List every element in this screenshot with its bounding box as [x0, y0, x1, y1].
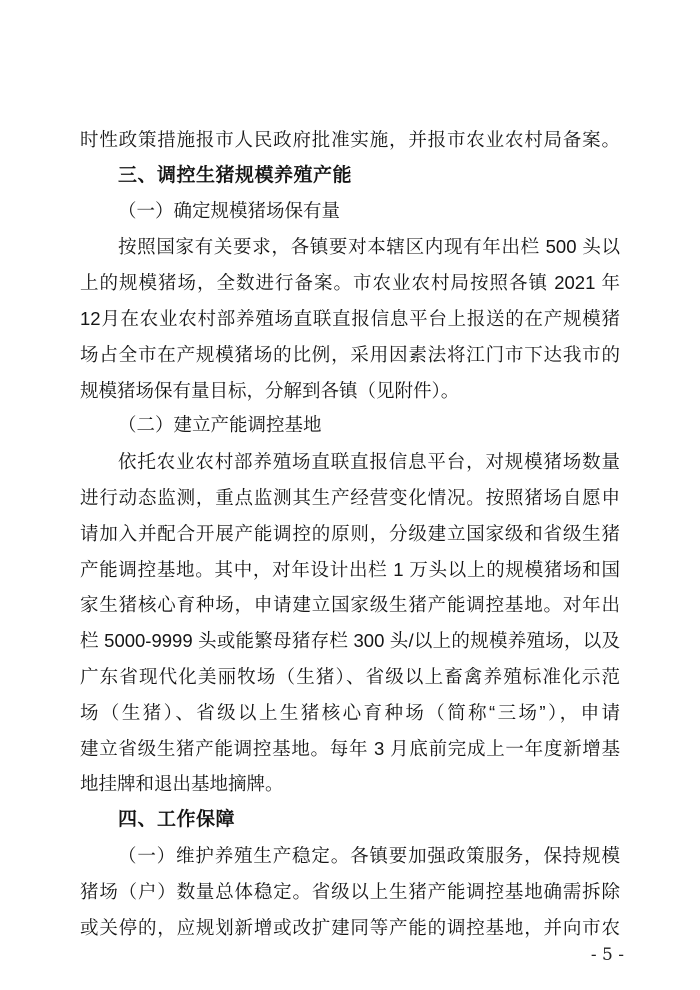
- body-text-line: 猪场（户）数量总体稳定。省级以上生猪产能调控基地确需拆除: [80, 880, 620, 902]
- body-text-line: 场（生猪）、省级以上生猪核心育种场（简称“三场”），申请: [80, 701, 620, 723]
- body-text-line: [80, 838, 620, 874]
- body-text-line: 地挂牌和退出基地摘牌。: [80, 773, 284, 795]
- body-text-line: 广东省现代化美丽牧场（生猪）、省级以上畜禽养殖标准化示范: [80, 665, 620, 687]
- body-text-line: 建立省级生猪产能调控基地。每年 3 月底前完成上一年度新增基: [80, 737, 620, 759]
- body-text-line: 按照国家有关要求，各镇要对本辖区内现有年出栏 500 头以: [118, 236, 620, 258]
- section-heading: 三、调控生猪规模养殖产能: [118, 163, 353, 186]
- body-text-line: 栏 5000-9999 头或能繁母猪存栏 300 头/以上的规模养殖场，以及: [80, 630, 620, 652]
- paragraph-lead-heading: （一）维护养殖生产稳定。: [118, 845, 351, 867]
- body-text-line: 12月在农业农村部养殖场直联直报信息平台上报送的在产规模猪: [80, 307, 620, 329]
- body-text-line: 产能调控基地。其中，对年设计出栏 1 万头以上的规模猪场和国: [80, 558, 620, 580]
- body-text-line: 依托农业农村部养殖场直联直报信息平台，对规模猪场数量: [118, 451, 620, 473]
- body-text-line: 时性政策措施报市人民政府批准实施，并报市农业农村局备案。: [80, 129, 620, 150]
- page-number: - 5 -: [590, 945, 624, 965]
- subsection-heading: （二）建立产能调控基地: [118, 415, 322, 437]
- body-text-line: 上的规模猪场，全数进行备案。市农业农村局按照各镇 2021 年: [80, 272, 620, 294]
- body-text-line: 或关停的，应规划新增或改扩建同等产能的调控基地，并向市农: [80, 916, 620, 938]
- body-text-span: 各镇要加强政策服务，保持规模: [350, 844, 620, 866]
- subsection-heading: （一）确定规模猪场保有量: [118, 200, 341, 222]
- body-text-line: 请加入并配合开展产能调控的原则，分级建立国家级和省级生猪: [80, 522, 620, 544]
- body-text-line: 家生猪核心育种场，申请建立国家级生猪产能调控基地。对年出: [80, 594, 620, 616]
- body-text-line: 规模猪场保有量目标，分解到各镇（见附件）。: [80, 379, 460, 401]
- section-heading: 四、工作保障: [118, 808, 236, 831]
- document-body: [80, 122, 620, 945]
- body-text-line: 场占全市在产规模猪场的比例，采用因素法将江门市下达我市的: [80, 343, 620, 365]
- body-text-line: 进行动态监测，重点监测其生产经营变化情况。按照猪场自愿申: [80, 486, 620, 508]
